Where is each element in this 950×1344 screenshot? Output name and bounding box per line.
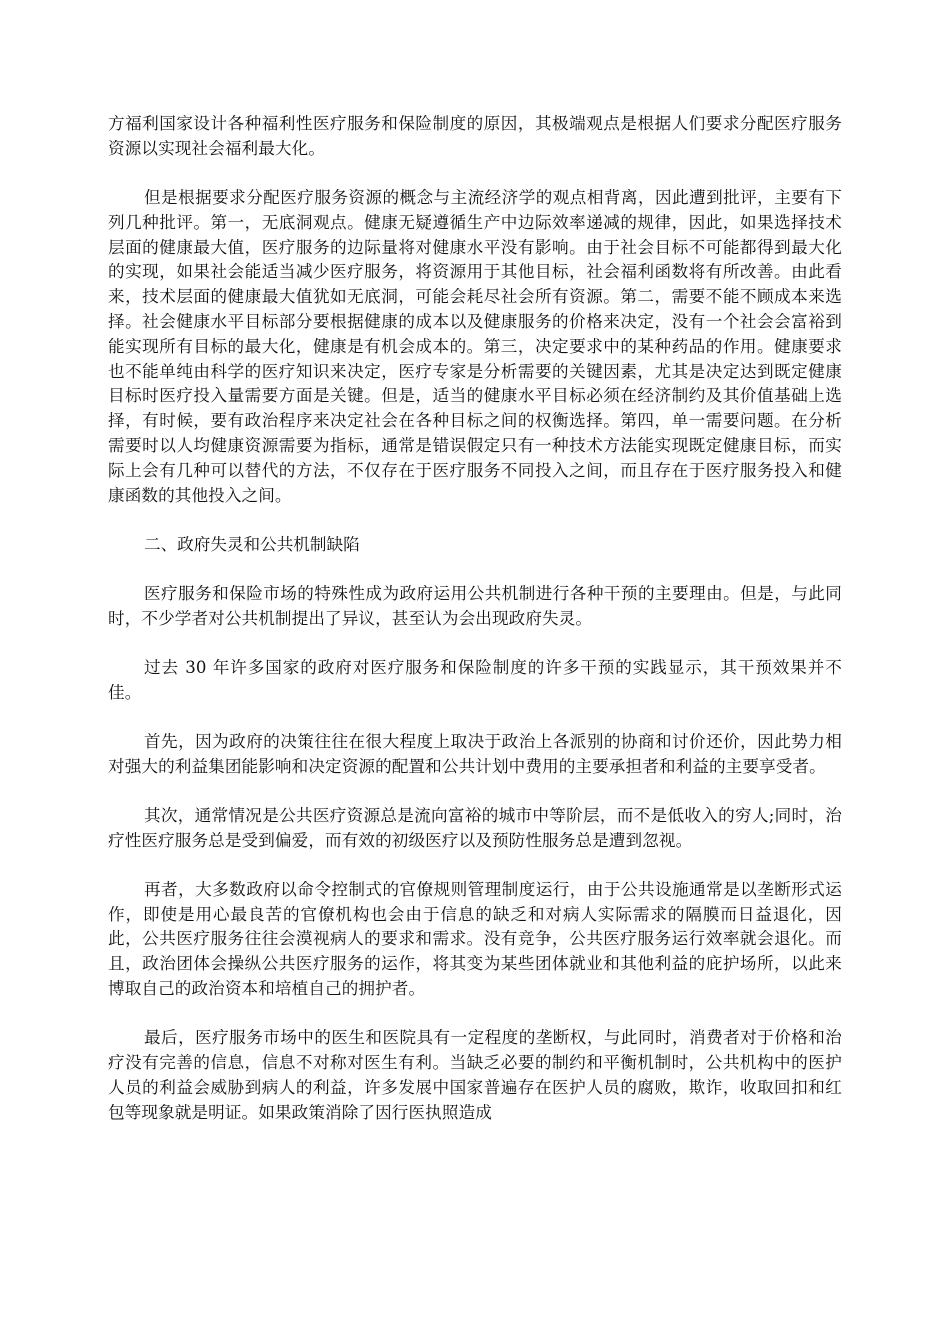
paragraph-second-reason: 其次，通常情况是公共医疗资源总是流向富裕的城市中等阶层，而不是低收入的穷人;同时，治疗性医疗服务总是受到偏爱，而有效的初级医疗以及预防性服务总是遭到忽视。 — [108, 805, 842, 850]
section-heading-government-failure: 二、政府失灵和公共机制缺陷 — [144, 534, 360, 554]
paragraph-last-reason: 最后，医疗服务市场中的医生和医院具有一定程度的垄断权，与此同时，消费者对于价格和治疗没有完善的信息，信息不对称对医生有利。当缺乏必要的制约和平衡机制时，公共机构中的医护人员的利益会威胁到病人的利益，许多发展中国家普遍存在医护人员的腐败，欺诈，收取回扣和红包等现象就是明证。如果政策消除了因行医执照造成 — [108, 1028, 842, 1122]
paragraph-third-reason: 再者，大多数政府以命令控制式的官僚规则管理制度运行，由于公共设施通常是以垄断形式运作，即使是用心最良苦的官僚机构也会由于信息的缺乏和对病人实际需求的隔膜而日益退化，因此，公共医疗服务往往会漠视病人的要求和需求。没有竞争，公共医疗服务运行效率就会退化。而且，政治团体会操纵公共医疗服务的运作，将其变为某些团体就业和其他利益的庇护场所，以此来博取自己的政治资本和培植自己的拥护者。 — [108, 879, 842, 999]
document-page — [108, 112, 842, 1150]
paragraph-welfare-intro: 方福利国家设计各种福利性医疗服务和保险制度的原因，其极端观点是根据人们要求分配医疗服务资源以实现社会福利最大化。 — [108, 114, 842, 158]
paragraph-criticisms: 但是根据要求分配医疗服务资源的概念与主流经济学的观点相背离，因此遭到批评，主要有下列几种批评。第一，无底洞观点。健康无疑遵循生产中边际效率递减的规律，因此，如果选择技术层面的健康最大值，医疗服务的边际量将对健康水平没有影响。由于社会目标不可能都得到最大化的实现，如果社会能适当减少医疗服务，将资源用于其他目标，社会福利函数将有所改善。由此看来，技术层面的健康最大值犹如无底洞，可能会耗尽社会所有资源。第二，需要不能不顾成本来选择。社会健康水平目标部分要根据健康的成本以及健康服务的价格来决定，没有一个社会会富裕到能实现所有目标的最大化，健康是有机会成本的。第三，决定要求中的某种药品的作用。健康要求也不能单纯由科学的医疗知识来决定，医疗专家是分析需要的关键因素，尤其是决定达到既定健康目标时医疗投入量需要方面是关键。但是，适当的健康水平目标必须在经济制约及其价值基础上选择，有时候，要有政治程序来决定社会在各种目标之间的权衡选择。第四，单一需要问题。在分析需要时以人均健康资源需要为指标，通常是错误假定只有一种技术方法能实现既定健康目标，而实际上会有几种可以替代的方法，不仅存在于医疗服务不同投入之间，而且存在于医疗服务投入和健康函数的其他投入之间。 — [108, 187, 842, 505]
paragraph-public-mechanism: 医疗服务和保险市场的特殊性成为政府运用公共机制进行各种干预的主要理由。但是，与此同时，不少学者对公共机制提出了异议，甚至认为会出现政府失灵。 — [108, 583, 842, 628]
paragraph-first-reason: 首先，因为政府的决策往往在很大程度上取决于政治上各派别的协商和讨价还价，因此势力相对强大的利益集团能影响和决定资源的配置和公共计划中费用的主要承担者和利益的主要享受者。 — [108, 731, 842, 776]
paragraph-past-30-years: 过去 30 年许多国家的政府对医疗服务和保险制度的许多干预的实践显示，其干预效果并不佳。 — [108, 657, 842, 702]
